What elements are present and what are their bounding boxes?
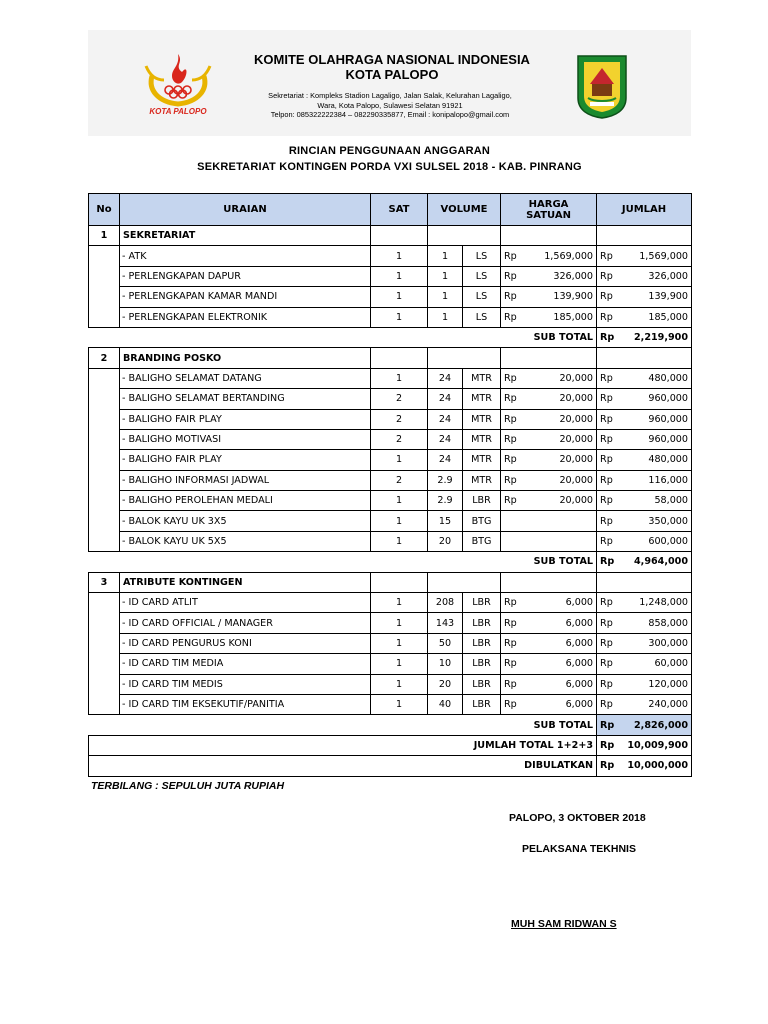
table-row — [89, 307, 692, 327]
table-row — [89, 633, 692, 653]
currency-label: Rp — [501, 368, 527, 388]
item-unit: LBR — [463, 491, 501, 511]
item-price: 20,000 — [527, 409, 597, 429]
currency-label: Rp — [597, 307, 623, 327]
item-unit: MTR — [463, 409, 501, 429]
header-uraian: URAIAN — [120, 194, 371, 226]
table-row — [89, 694, 692, 714]
item-sat: 1 — [371, 654, 428, 674]
item-total: 139,900 — [623, 287, 692, 307]
subtotal-label: SUB TOTAL — [89, 327, 597, 347]
item-unit: MTR — [463, 450, 501, 470]
koni-logo — [138, 46, 218, 118]
currency-label: Rp — [597, 429, 623, 449]
currency-label: Rp — [501, 409, 527, 429]
table-row — [89, 389, 692, 409]
item-volume: 208 — [428, 593, 463, 613]
item-name: - PERLENGKAPAN ELEKTRONIK — [120, 307, 371, 327]
table-row — [89, 654, 692, 674]
item-label: BALIGHO PEROLEHAN MEDALI — [128, 495, 273, 507]
contact-line: Telpon: 085322222384 – 082290335877, Email : konipalopo@gmail.com — [270, 110, 510, 119]
item-sat: 1 — [371, 491, 428, 511]
item-unit: BTG — [463, 531, 501, 551]
item-unit: LS — [463, 266, 501, 286]
item-total: 960,000 — [623, 429, 692, 449]
item-volume: 24 — [428, 368, 463, 388]
item-label: BALIGHO FAIR PLAY — [128, 413, 222, 425]
item-total: 300,000 — [623, 633, 692, 653]
item-label: BALIGHO MOTIVASI — [128, 434, 222, 446]
item-unit: LBR — [463, 654, 501, 674]
item-name: - ID CARD ATLIT — [120, 593, 371, 613]
org-city: KOTA PALOPO — [345, 67, 439, 82]
section-title: ATRIBUTE KONTINGEN — [120, 572, 371, 592]
item-sat: 2 — [371, 389, 428, 409]
table-row — [89, 470, 692, 490]
currency-label: Rp — [597, 266, 623, 286]
header-jumlah: JUMLAH — [597, 194, 692, 226]
section-title: BRANDING POSKO — [120, 348, 371, 368]
item-price: 6,000 — [527, 654, 597, 674]
item-total: 960,000 — [623, 409, 692, 429]
table-row — [89, 368, 692, 388]
item-label: BALIGHO SELAMAT BERTANDING — [128, 393, 285, 405]
item-volume: 24 — [428, 409, 463, 429]
currency-label: Rp — [597, 409, 623, 429]
item-unit: MTR — [463, 368, 501, 388]
item-sat: 2 — [371, 409, 428, 429]
item-unit: LBR — [463, 633, 501, 653]
item-price: 20,000 — [527, 470, 597, 490]
item-volume: 15 — [428, 511, 463, 531]
item-total: 600,000 — [623, 531, 692, 551]
item-unit: LBR — [463, 613, 501, 633]
header-harga-satuan: HARGA SATUAN — [501, 194, 597, 226]
place-date: PALOPO, 3 OKTOBER 2018 — [509, 812, 646, 824]
currency-label: Rp — [597, 450, 623, 470]
currency-label: Rp — [597, 735, 623, 755]
item-name: - ID CARD TIM MEDIA — [120, 654, 371, 674]
item-sat: 2 — [371, 429, 428, 449]
currency-label: Rp — [597, 756, 623, 776]
item-sat: 1 — [371, 246, 428, 266]
item-sat: 1 — [371, 368, 428, 388]
item-sat: 1 — [371, 694, 428, 714]
item-name: - BALOK KAYU UK 5X5 — [120, 531, 371, 551]
document-subtitle: SEKRETARIAT KONTINGEN PORDA VXI SULSEL 2018 - KAB. PINRANG — [197, 161, 582, 173]
item-total: 350,000 — [623, 511, 692, 531]
item-name: - ID CARD TIM MEDIS — [120, 674, 371, 694]
item-name: - BALOK KAYU UK 3X5 — [120, 511, 371, 531]
item-unit: MTR — [463, 389, 501, 409]
item-total: 185,000 — [623, 307, 692, 327]
item-sat: 1 — [371, 450, 428, 470]
currency-label — [501, 531, 527, 551]
item-volume: 24 — [428, 450, 463, 470]
item-label: PERLENGKAPAN ELEKTRONIK — [128, 311, 268, 323]
subtotal-value: 2,826,000 — [623, 715, 692, 735]
table-row — [89, 674, 692, 694]
currency-label: Rp — [501, 470, 527, 490]
currency-label: Rp — [597, 389, 623, 409]
table-row — [89, 511, 692, 531]
item-label: BALIGHO INFORMASI JADWAL — [128, 474, 270, 486]
item-total: 60,000 — [623, 654, 692, 674]
grand-total-value: 10,009,900 — [623, 735, 692, 755]
item-price: 6,000 — [527, 674, 597, 694]
subtotal-label: SUB TOTAL — [89, 552, 597, 572]
item-total: 960,000 — [623, 389, 692, 409]
item-volume: 40 — [428, 694, 463, 714]
currency-label: Rp — [501, 246, 527, 266]
item-sat: 1 — [371, 511, 428, 531]
item-volume: 143 — [428, 613, 463, 633]
currency-label: Rp — [501, 389, 527, 409]
item-label: PERLENGKAPAN DAPUR — [128, 270, 241, 282]
item-total: 480,000 — [623, 450, 692, 470]
currency-label: Rp — [501, 633, 527, 653]
signer-role: PELAKSANA TEKHNIS — [522, 843, 636, 855]
item-sat: 1 — [371, 287, 428, 307]
subtotal-value: 4,964,000 — [623, 552, 692, 572]
item-total: 120,000 — [623, 674, 692, 694]
currency-label: Rp — [597, 694, 623, 714]
signer-name: MUH SAM RIDWAN S — [511, 918, 617, 930]
section-title: SEKRETARIAT — [120, 226, 371, 246]
item-label: ID CARD PENGURUS KONI — [128, 638, 252, 649]
item-label: BALIGHO FAIR PLAY — [128, 454, 222, 466]
header-sat: SAT — [371, 194, 428, 226]
item-sat: 1 — [371, 613, 428, 633]
currency-label: Rp — [597, 593, 623, 613]
table-row — [89, 246, 692, 266]
item-name: - PERLENGKAPAN DAPUR — [120, 266, 371, 286]
item-label: ATK — [128, 250, 147, 262]
item-label: ID CARD TIM MEDIA — [128, 658, 224, 670]
currency-label: Rp — [597, 715, 623, 735]
item-volume: 1 — [428, 307, 463, 327]
item-total: 326,000 — [623, 266, 692, 286]
item-sat: 1 — [371, 593, 428, 613]
item-unit: BTG — [463, 511, 501, 531]
currency-label: Rp — [597, 613, 623, 633]
item-unit: LS — [463, 246, 501, 266]
item-label: ID CARD OFFICIAL / MANAGER — [128, 617, 273, 629]
table-row — [89, 409, 692, 429]
currency-label: Rp — [597, 633, 623, 653]
item-sat: 1 — [371, 266, 428, 286]
item-name: - ID CARD TIM EKSEKUTIF/PANITIA — [120, 694, 371, 714]
item-price: 6,000 — [527, 613, 597, 633]
item-price: 20,000 — [527, 429, 597, 449]
item-volume: 1 — [428, 246, 463, 266]
grand-total-row — [89, 735, 692, 755]
rounded-label: DIBULATKAN — [89, 756, 597, 776]
item-name: - BALIGHO INFORMASI JADWAL — [120, 470, 371, 490]
document-title: RINCIAN PENGGUNAAN ANGGARAN — [288, 145, 491, 157]
item-total: 240,000 — [623, 694, 692, 714]
item-total: 116,000 — [623, 470, 692, 490]
currency-label: Rp — [597, 511, 623, 531]
currency-label: Rp — [597, 552, 623, 572]
currency-label: Rp — [501, 613, 527, 633]
item-total: 1,569,000 — [623, 246, 692, 266]
currency-label: Rp — [501, 491, 527, 511]
header-no: No — [89, 194, 120, 226]
section-number: 3 — [89, 572, 120, 592]
item-price: 326,000 — [527, 266, 597, 286]
address-line: Sekretariat : Kompleks Stadion Lagaligo, Jalan Salak, Kelurahan Lagaligo, — [268, 91, 512, 100]
item-total: 858,000 — [623, 613, 692, 633]
item-volume: 1 — [428, 266, 463, 286]
currency-label: Rp — [501, 654, 527, 674]
grand-total-label: JUMLAH TOTAL 1+2+3 — [89, 735, 597, 755]
section-number: 2 — [89, 348, 120, 368]
item-name: - BALIGHO SELAMAT DATANG — [120, 368, 371, 388]
item-total: 58,000 — [623, 491, 692, 511]
currency-label: Rp — [501, 307, 527, 327]
currency-label: Rp — [501, 694, 527, 714]
currency-label: Rp — [501, 674, 527, 694]
item-price — [527, 531, 597, 551]
item-price: 185,000 — [527, 307, 597, 327]
item-price: 20,000 — [527, 450, 597, 470]
item-volume: 24 — [428, 429, 463, 449]
org-name: KOMITE OLAHRAGA NASIONAL INDONESIA — [254, 52, 530, 67]
item-volume: 20 — [428, 531, 463, 551]
currency-label: Rp — [597, 654, 623, 674]
logo-caption: KOTA PALOPO — [149, 107, 207, 116]
subtotal-label: SUB TOTAL — [89, 715, 597, 735]
currency-label: Rp — [597, 470, 623, 490]
item-label: BALIGHO SELAMAT DATANG — [128, 372, 262, 384]
item-label: ID CARD TIM MEDIS — [128, 678, 223, 690]
item-price: 1,569,000 — [527, 246, 597, 266]
currency-label: Rp — [501, 429, 527, 449]
amount-in-words: TERBILANG : SEPULUH JUTA RUPIAH — [91, 780, 285, 792]
rounded-total-row — [89, 756, 692, 776]
item-volume: 50 — [428, 633, 463, 653]
item-unit: MTR — [463, 429, 501, 449]
header-volume: VOLUME — [428, 194, 501, 226]
section-row — [89, 572, 692, 592]
item-label: BALOK KAYU UK 3X5 — [128, 515, 227, 527]
budget-table — [88, 193, 692, 777]
table-row — [89, 593, 692, 613]
item-price: 20,000 — [527, 368, 597, 388]
item-price: 20,000 — [527, 389, 597, 409]
item-unit: LBR — [463, 694, 501, 714]
subtotal-value: 2,219,900 — [623, 327, 692, 347]
table-row — [89, 491, 692, 511]
section-number: 1 — [89, 226, 120, 246]
table-body — [89, 226, 692, 777]
item-sat: 1 — [371, 307, 428, 327]
section-row — [89, 348, 692, 368]
section-row — [89, 226, 692, 246]
table-row — [89, 287, 692, 307]
item-price: 20,000 — [527, 491, 597, 511]
item-total: 1,248,000 — [623, 593, 692, 613]
currency-label: Rp — [597, 368, 623, 388]
currency-label: Rp — [597, 491, 623, 511]
item-name: - ATK — [120, 246, 371, 266]
item-name: - PERLENGKAPAN KAMAR MANDI — [120, 287, 371, 307]
item-name: - BALIGHO FAIR PLAY — [120, 450, 371, 470]
table-row — [89, 266, 692, 286]
subtotal-row — [89, 327, 692, 347]
item-volume: 2.9 — [428, 470, 463, 490]
item-price: 139,900 — [527, 287, 597, 307]
item-label: PERLENGKAPAN KAMAR MANDI — [128, 291, 278, 303]
rounded-value: 10,000,000 — [623, 756, 692, 776]
table-row — [89, 429, 692, 449]
table-header-row — [89, 194, 692, 226]
item-volume: 2.9 — [428, 491, 463, 511]
item-unit: LBR — [463, 674, 501, 694]
currency-label: Rp — [597, 327, 623, 347]
table-row — [89, 613, 692, 633]
item-volume: 1 — [428, 287, 463, 307]
item-price: 6,000 — [527, 694, 597, 714]
address-line: Wara, Kota Palopo, Sulawesi Selatan 91921 — [317, 101, 463, 110]
subtotal-row — [89, 715, 692, 735]
table-row — [89, 531, 692, 551]
currency-label: Rp — [597, 531, 623, 551]
item-volume: 10 — [428, 654, 463, 674]
item-volume: 20 — [428, 674, 463, 694]
currency-label: Rp — [501, 593, 527, 613]
item-label: ID CARD ATLIT — [128, 597, 198, 609]
item-sat: 2 — [371, 470, 428, 490]
currency-label: Rp — [597, 287, 623, 307]
item-label: ID CARD TIM EKSEKUTIF/PANITIA — [128, 699, 285, 711]
item-price — [527, 511, 597, 531]
item-total: 480,000 — [623, 368, 692, 388]
item-unit: MTR — [463, 470, 501, 490]
item-name: - ID CARD OFFICIAL / MANAGER — [120, 613, 371, 633]
currency-label — [501, 511, 527, 531]
item-name: - BALIGHO PEROLEHAN MEDALI — [120, 491, 371, 511]
item-price: 6,000 — [527, 593, 597, 613]
item-price: 6,000 — [527, 633, 597, 653]
item-unit: LS — [463, 307, 501, 327]
item-sat: 1 — [371, 531, 428, 551]
item-name: - BALIGHO MOTIVASI — [120, 429, 371, 449]
table-row — [89, 450, 692, 470]
item-name: - BALIGHO SELAMAT BERTANDING — [120, 389, 371, 409]
subtotal-row — [89, 552, 692, 572]
item-name: - ID CARD PENGURUS KONI — [120, 633, 371, 653]
item-name: - BALIGHO FAIR PLAY — [120, 409, 371, 429]
item-unit: LS — [463, 287, 501, 307]
palopo-crest — [576, 54, 628, 120]
item-sat: 1 — [371, 633, 428, 653]
currency-label: Rp — [597, 674, 623, 694]
currency-label: Rp — [501, 450, 527, 470]
item-label: BALOK KAYU UK 5X5 — [128, 536, 227, 548]
item-unit: LBR — [463, 593, 501, 613]
currency-label: Rp — [597, 246, 623, 266]
currency-label: Rp — [501, 266, 527, 286]
currency-label: Rp — [501, 287, 527, 307]
item-sat: 1 — [371, 674, 428, 694]
item-volume: 24 — [428, 389, 463, 409]
